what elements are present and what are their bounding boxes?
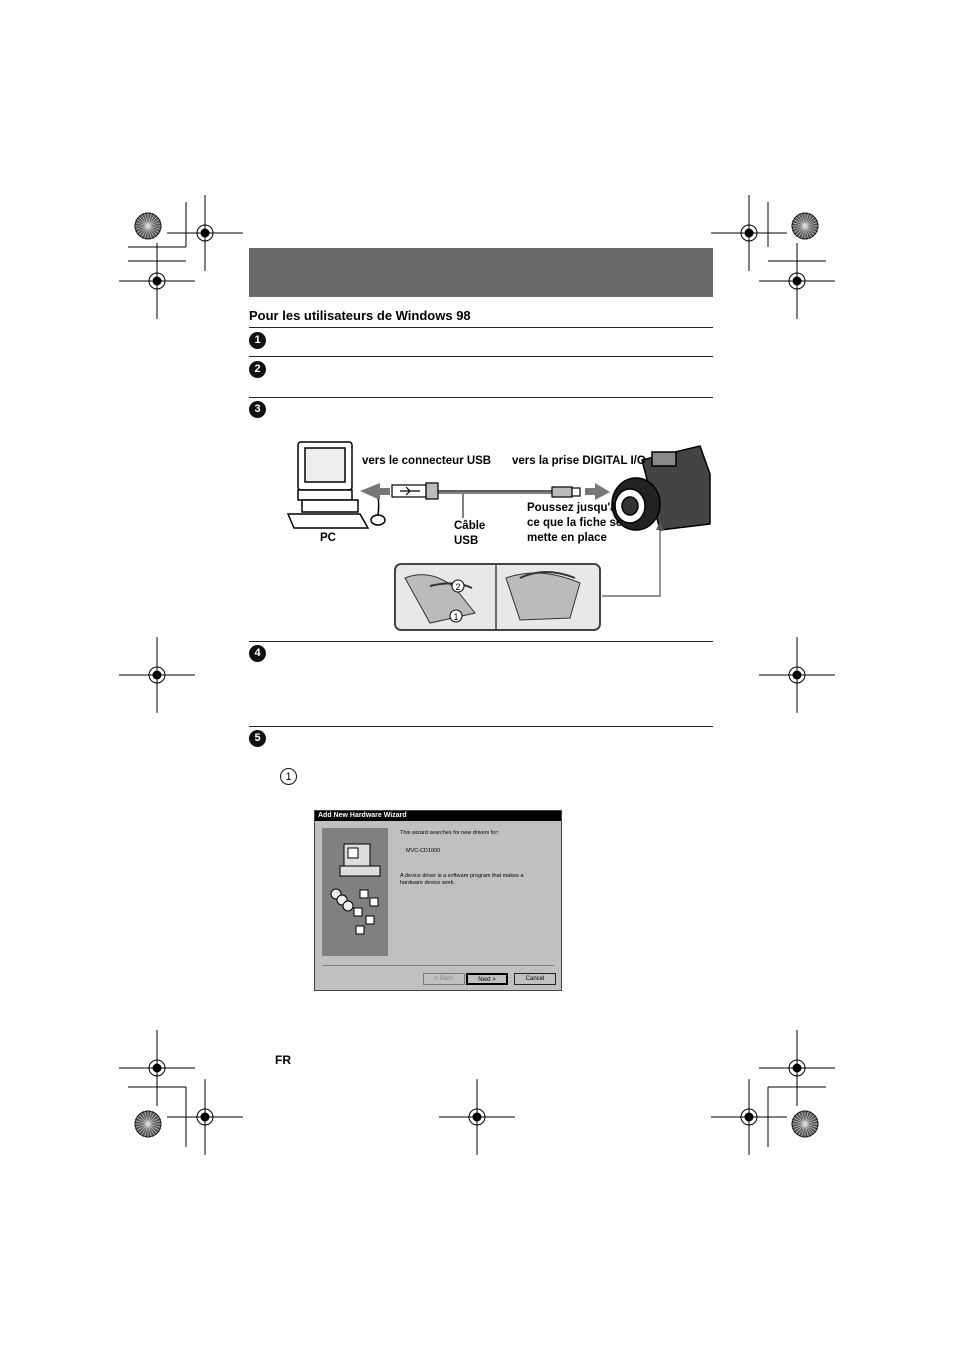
step-number-2: 2 — [249, 361, 266, 378]
usb-plug-icon — [392, 483, 438, 499]
inset-marker-1: 1 — [453, 612, 459, 622]
divider-rule — [249, 726, 713, 727]
header-bar — [249, 248, 713, 297]
section-title: Pour les utilisateurs de Windows 98 — [249, 308, 471, 323]
arrow-right-icon — [585, 483, 610, 500]
registration-target-icon — [439, 1079, 515, 1155]
mini-plug-icon — [552, 487, 580, 497]
registration-target-icon — [759, 637, 835, 713]
label-push-line3: mette en place — [527, 532, 607, 544]
arrow-left-icon — [360, 483, 390, 500]
color-starburst-icon — [792, 213, 818, 239]
label-cable-usb: USB — [454, 535, 479, 547]
color-starburst-icon — [135, 213, 161, 239]
wizard-intro-text: This wizard searches for new drivers for: — [400, 830, 499, 836]
cancel-button[interactable]: Cancel — [514, 973, 556, 985]
wizard-illustration-panel — [322, 828, 388, 956]
computer-disks-icon — [322, 828, 388, 956]
divider-rule — [249, 356, 713, 357]
registration-target-icon — [759, 1030, 835, 1106]
registration-target-icon — [759, 243, 835, 319]
registration-target-icon — [167, 1079, 243, 1155]
divider-rule — [249, 327, 713, 328]
label-pc: PC — [320, 532, 336, 544]
usb-connection-diagram — [280, 438, 720, 634]
label-push-line2: ce que la fiche se — [527, 517, 623, 529]
label-cable: Câble — [454, 520, 486, 532]
divider-rule — [249, 641, 713, 642]
substep-number: 1 — [280, 768, 297, 785]
connector-inset-photo — [395, 564, 600, 630]
wizard-device-name: MVC-CD1000 — [406, 848, 441, 854]
back-button[interactable]: < Back — [423, 973, 465, 985]
wizard-separator — [322, 965, 554, 966]
registration-target-icon — [119, 1030, 195, 1106]
label-usb-connector: vers le connecteur USB — [362, 455, 492, 467]
registration-target-icon — [167, 195, 243, 271]
step-number-5: 5 — [249, 730, 266, 747]
divider-rule — [249, 397, 713, 398]
color-starburst-icon — [135, 1111, 161, 1137]
step-number-4: 4 — [249, 645, 266, 662]
registration-target-icon — [119, 243, 195, 319]
add-hardware-wizard-window — [314, 810, 562, 991]
registration-target-icon — [711, 1079, 787, 1155]
footer-language-code: FR — [275, 1053, 291, 1067]
wizard-title: Add New Hardware Wizard — [315, 811, 561, 821]
color-starburst-icon — [792, 1111, 818, 1137]
label-push-line1: Poussez jusqu'à — [527, 502, 617, 514]
registration-target-icon — [119, 637, 195, 713]
wizard-desc-line1: A device driver is a software program that makes a — [400, 873, 524, 879]
inset-marker-2: 2 — [455, 582, 461, 592]
wizard-desc-line2: hardware device work. — [400, 880, 456, 886]
label-digital-io: vers la prise DIGITAL I/O — [512, 455, 646, 467]
registration-target-icon — [711, 195, 787, 271]
step-number-3: 3 — [249, 401, 266, 418]
step-number-1: 1 — [249, 332, 266, 349]
next-button[interactable]: Next > — [466, 973, 508, 985]
